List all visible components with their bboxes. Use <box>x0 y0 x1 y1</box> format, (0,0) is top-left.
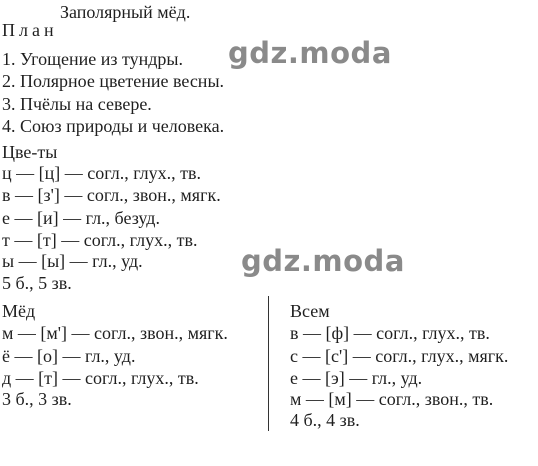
phonetic-line: м — [м'] — согл., звон., мягк. <box>2 323 228 343</box>
phonetic-line: ц — [ц] — согл., глух., тв. <box>2 163 202 183</box>
watermark: gdz.moda <box>241 244 405 278</box>
word-heading: Мёд <box>2 301 36 321</box>
plan-item: 3. Пчёлы на севере. <box>2 94 152 114</box>
letter-sound-summary: 4 б., 4 зв. <box>290 410 360 430</box>
phonetic-line: ё — [о] — гл., уд. <box>2 346 136 366</box>
phonetic-line: ы — [ы] — гл., уд. <box>2 251 143 271</box>
phonetic-line: т — [т] — согл., глух., тв. <box>2 230 198 250</box>
phonetic-line: с — [с'] — согл., глух., мягк. <box>290 346 509 366</box>
plan-item: 1. Угощение из тундры. <box>2 49 183 69</box>
column-divider <box>268 296 269 431</box>
phonetic-line: д — [т] — согл., глух., тв. <box>2 368 199 388</box>
plan-item: 4. Союз природы и человека. <box>2 116 225 136</box>
letter-sound-summary: 5 б., 5 зв. <box>2 273 72 293</box>
word-heading: Всем <box>290 301 330 321</box>
plan-item: 2. Полярное цветение весны. <box>2 71 225 91</box>
watermark: gdz.moda <box>228 36 392 70</box>
word-heading: Цве-ты <box>2 142 58 162</box>
phonetic-line: в — [ф] — согл., глух., тв. <box>290 323 490 343</box>
phonetic-line: в — [з'] — согл., звон., мягк. <box>2 185 221 205</box>
phonetic-line: м — [м] — согл., звон., тв. <box>290 389 494 409</box>
phonetic-line: е — [э] — гл., уд. <box>290 368 423 388</box>
letter-sound-summary: 3 б., 3 зв. <box>2 389 72 409</box>
phonetic-line: е — [и] — гл., безуд. <box>2 208 160 228</box>
title: Заполярный мёд. <box>60 2 191 22</box>
plan-heading: План <box>2 20 58 40</box>
